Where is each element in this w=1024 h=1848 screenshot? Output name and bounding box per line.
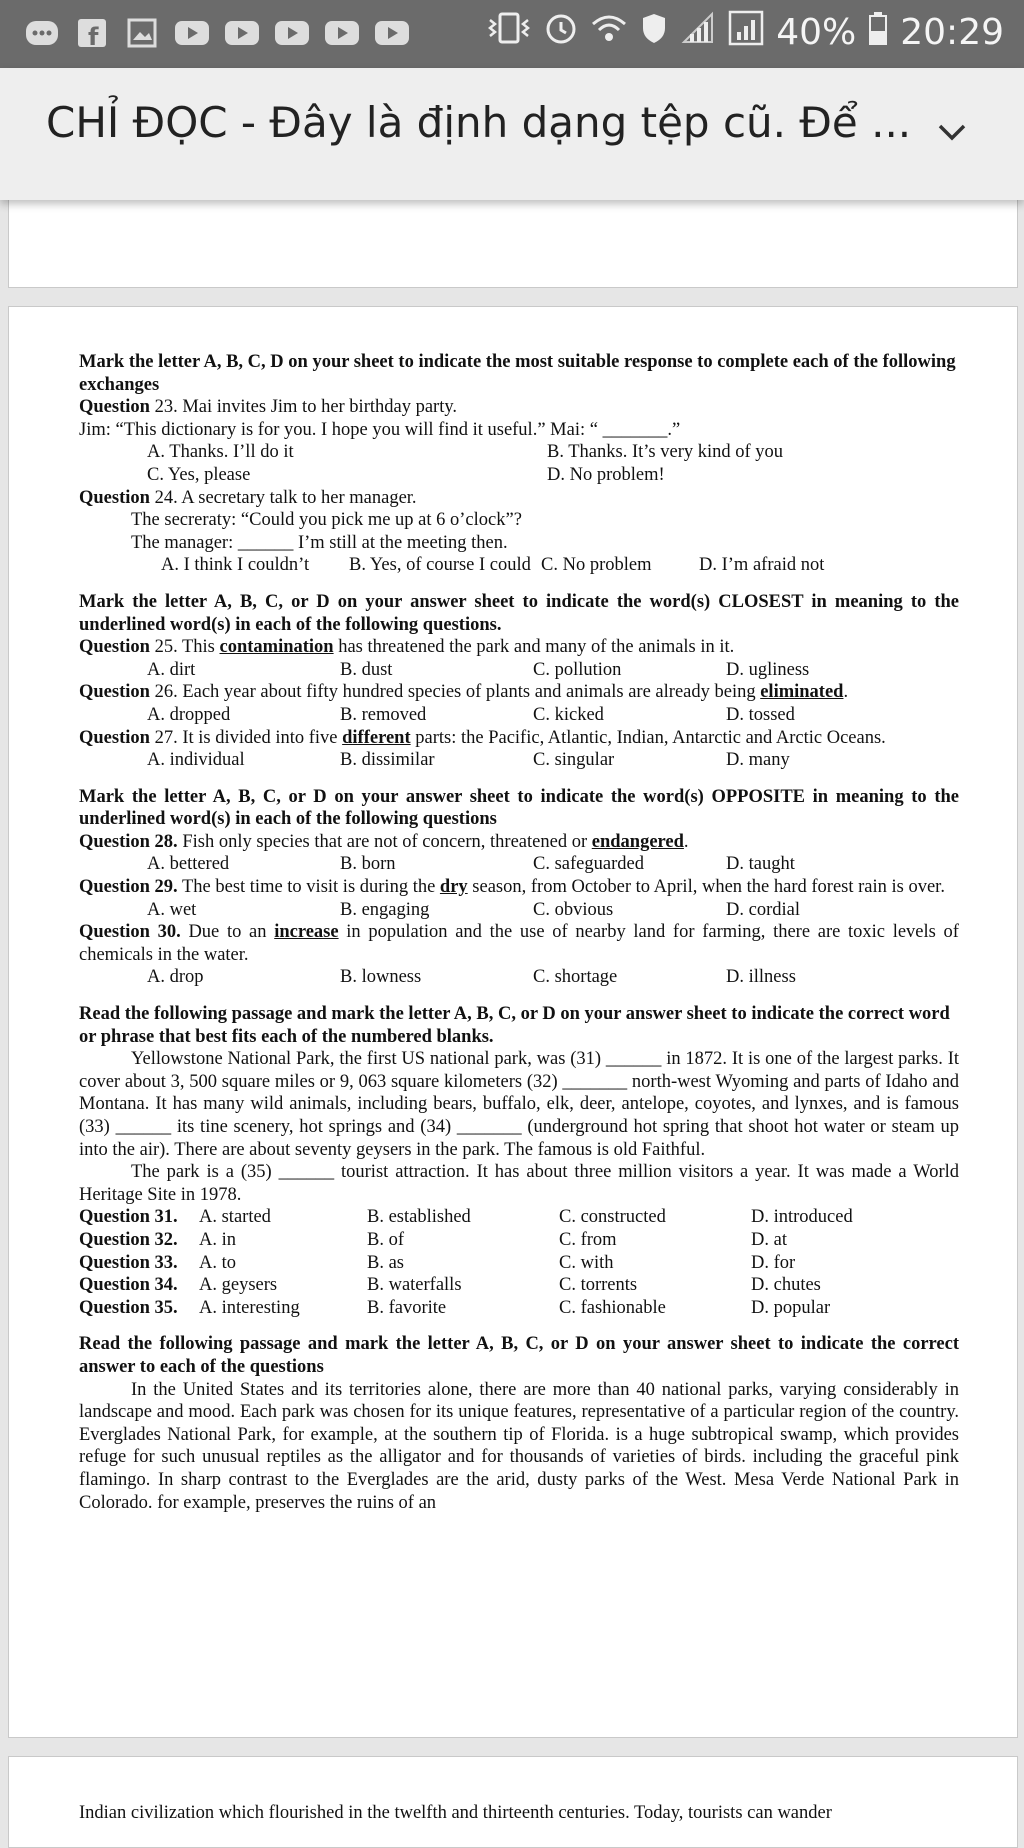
question-29: Question 29. The best time to visit is during the dry season, from October to April, when the hard forest rain is over. — [79, 877, 945, 898]
question-28: Question 28. Fish only species that are not of concern, threatened or endangered. — [79, 831, 689, 852]
question-23: Question 23. Mai invites Jim to her birthday party. — [79, 397, 458, 418]
section-heading: Read the following passage and mark the letter A, B, C, or D on your answer sheet to indicate the correct word or phrase that best fits each of the numbered blanks. — [79, 1004, 950, 1047]
battery-icon — [868, 10, 888, 54]
document-page — [8, 1756, 1018, 1848]
clock: 20:29 — [900, 11, 1004, 53]
youtube-icon — [322, 14, 362, 52]
page-content — [79, 351, 959, 1514]
battery-percent: 40% — [776, 11, 857, 53]
question-26: Question 26. Each year about fifty hundred species of plants and animals are already being eliminated. — [79, 682, 849, 703]
signal-icon — [680, 10, 716, 54]
passage-continuation: Indian civilization which flourished in the twelfth and thirteenth centuries. Today, tourists can wander — [79, 1803, 832, 1823]
shield-icon — [640, 10, 668, 54]
passage-paragraph: The park is a (35) ______ tourist attraction. It has about three million visitors a year. It was made a World Heritage Site in 1978. — [79, 1162, 959, 1205]
question-27: Question 27. It is divided into five different parts: the Pacific, Atlantic, Indian, Antarctic and Arctic Oceans. — [79, 727, 886, 748]
cloze-answers: Question 31. A. started B. established C. constructed D. introduced Question 32. A. in B. of C. from D. at Question 33. A. to B. as C. with D. for Question 34. A. geysers B. waterfalls C. torrents D. chutes Question 35. A. interesting B. favorite C. fashionable D. popular — [79, 1207, 853, 1318]
answer-options: A. drop B. lowness C. shortage D. illness — [147, 967, 796, 988]
answer-options: A. bettered B. born C. safeguarded D. taught — [147, 854, 795, 875]
facebook-icon — [72, 14, 112, 52]
answer-options: A. Thanks. I’ll do it B. Thanks. It’s very kind of you — [147, 442, 784, 463]
youtube-icon — [272, 14, 312, 52]
section-heading: Mark the letter A, B, C, or D on your answer sheet to indicate the word(s) OPPOSITE in meaning to the underlined word(s) in each of the following questions — [79, 786, 959, 830]
passage-paragraph: Yellowstone National Park, the first US national park, was (31) ______ in 1872. It is one of the largest parks. It cover about 3, 500 square miles or 9, 063 square kilometers (32) _______ north-west Wyoming and parts of Idaho and Montana. It has many wild animals, including bears, buffalo, elk, deer, antelope, coyotes, and lynxes, and is famous (33) ______ its tine scenery, hot springs and (34) _______ (underground hot spring that shoot hot water or steam up into the air). There are about seventy geysers in the park. The famous is old Faithful. — [79, 1049, 959, 1160]
notification-icons — [22, 14, 412, 52]
question-text: Jim: “This dictionary is for you. I hope you will find it useful.” Mai: “ _______.” — [79, 419, 681, 440]
question-text: The secreraty: “Could you pick me up at 6 o’clock”? — [131, 510, 522, 531]
answer-options: A. dirt B. dust C. pollution D. ugliness — [147, 659, 810, 680]
gallery-icon — [122, 14, 162, 52]
document-title[interactable]: CHỈ ĐỌC - Đây là định dạng tệp cũ. Để ... — [46, 98, 912, 147]
youtube-icon — [222, 14, 262, 52]
answer-options: A. I think I couldn’t B. Yes, of course I could C. No problem D. I’m afraid not — [161, 555, 825, 576]
wifi-icon — [590, 10, 628, 54]
question-24: Question 24. A secretary talk to her manager. — [79, 487, 417, 508]
svg-text:f: f — [88, 23, 99, 48]
question-25: Question 25. This contamination has threatened the park and many of the animals in it. — [79, 637, 735, 658]
section-heading: Read the following passage and mark the letter A, B, C, or D on your answer sheet to indicate the correct answer to each of the questions — [79, 1334, 959, 1377]
section-heading: Mark the letter A, B, C, or D on your answer sheet to indicate the word(s) CLOSEST in meaning to the underlined word(s) in each of the following questions. — [79, 591, 959, 635]
passage-paragraph: In the United States and its territories alone, there are more than 40 national parks, varying considerably in landscape and mood. Each park was chosen for its unique features, representative of a particular region of the country. Everglades National Park, for example, at the southern tip of Florida. is a huge subtropical swamp, which provides refuge for such unusual reptiles as the alligator and for thousands of varieties of birds. including the graceful pink flamingo. In sharp contrast to the Everglades are the arid, dusty parks of the West. Mesa Verde National Park in Colorado. for example, preserves the ruins of an — [79, 1379, 959, 1513]
answer-options: A. individual B. dissimilar C. singular D. many — [147, 750, 790, 771]
document-page — [8, 190, 1018, 288]
alarm-icon — [544, 10, 578, 54]
section-heading: Mark the letter A, B, C, D on your sheet to indicate the most suitable response to complete each of the following exchanges — [79, 352, 956, 395]
question-text: The manager: ______ I’m still at the meeting then. — [131, 532, 508, 553]
youtube-icon — [172, 14, 212, 52]
system-status — [486, 10, 1004, 54]
youtube-icon — [372, 14, 412, 52]
status-bar — [0, 0, 1024, 68]
app-bar — [0, 68, 1024, 200]
question-30: Question 30. Due to an increase in population and the use of nearby land for farming, there are toxic levels of chemicals in the water. — [79, 922, 959, 965]
vibrate-icon — [486, 10, 532, 54]
signal-icon — [728, 10, 764, 54]
chevron-down-icon[interactable] — [932, 112, 972, 152]
answer-options: A. dropped B. removed C. kicked D. tossed — [147, 704, 795, 725]
chat-icon — [22, 14, 62, 52]
answer-options: A. wet B. engaging C. obvious D. cordial — [147, 899, 800, 920]
answer-options: C. Yes, please D. No problem! — [147, 464, 665, 485]
document-page — [8, 306, 1018, 1738]
